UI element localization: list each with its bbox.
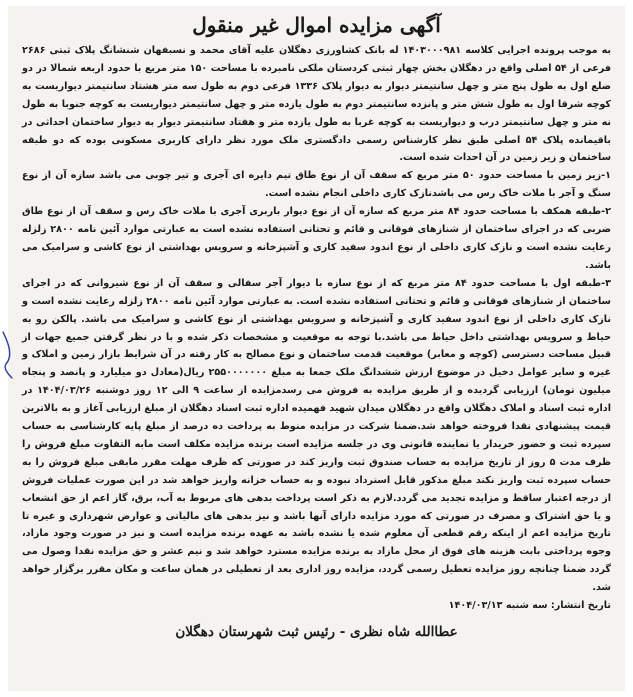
pen-stroke-mark bbox=[0, 330, 16, 380]
notice-title: آگهی مزایده اموال غیر منقول bbox=[192, 13, 441, 37]
notice-paragraph-first-floor: ۳-طبقه اول با مساحت حدود ۸۴ متر مربع که از نوع سازه با دیوار آجر سفالی و سقف آن از نوع شیروانی که در اجرای ساختمان از شنازهای فوقانی و قائم و تحتانی استفاده نشده است. به عبارتی موارد آئین نامه ۲۸۰۰ زلزله رعایت نشده است و نازک کاری داخلی از نوع اندود سفید کاری و آشپزخانه و سرویس بهداشتی از نوع کاشی و سرامیک می باشد. پالکن رو به حیاط و سرویس بهداشتی داخل حیاط می باشد.با توجه به موقعیت و مشخصات ذکر شده و با در نظر گرفتن جمیع جهات از قبیل مساحت دسترسی (کوچه و معابر) موقعیت قدمت ساختمان و نوع مصالح به کار رفته در آن شرایط بازار زمین و املاک و غیره و سایر عوامل دخیل در موضوع ارزش ششدانگ ملک جمعا به مبلغ ۲۵۵۰۰۰۰۰۰۰ ریال(معادل دو میلیارد و پانصد و پنجاه میلیون تومان) ارزیابی گردیده و از طریق مزایده به فروش می رسدمزایده از ساعت ۹ الی ۱۲ روز دوشنبه ۱۴۰۴/۰۳/۲۶ در اداره ثبت اسناد و املاک دهگلان واقع در دهگلان میدان شهید فهمیده اداره ثبت اسناد دهگلان از مبلغ ارزیابی آغاز و به بالاترین قیمت پیشنهادی نقدا فروخته خواهد شد.ضمنا شرکت در مزایده منوط به پرداخت ده درصد از مبلغ پایه کارشناسی به حساب سپرده ثبت و حضور خریدار یا نماینده قانونی وی در جلسه مزایده است برنده مزایده مکلف است مابه التفاوت مبلغ فروش را ظرف مدت ۵ روز از تاریخ مزایده به حساب صندوق ثبت واریز کند در صورتی که ظرف مهلت مقرر مابقی مبلغ فروش را به حساب سپرده ثبت واریز نکند مبلغ مذکور قابل استرداد نبوده و به حساب خزانه واریز خواهد شد در این صورت عملیات فروش از درجه اعتبار ساقط و مزایده تجدید می گردد.لازم به ذکر است پرداخت بدهی های مربوط به آب، برق، گاز اعم از حق انشعاب و یا حق اشتراک و مصرف در صورتی که مورد مزایده دارای آنها باشد و نیز بدهی های مالیاتی و عوارض شهرداری و غیره تا تاریخ مزایده اعم از اینکه رقم قطعی آن معلوم شده یا نشده باشد به عهده برنده مزایده است و نیز در صورت وجود مازاد، وجوه پرداختی بابت هزینه های فوق از محل مازاد به برنده مزایده مسترد خواهد شد و نیم عشر و حق مزایده نقدا وصول می گردد ضمنا چنانچه روز مزایده تعطیل رسمی گردد، مزایده روز اداری بعد از تعطیلی در همان ساعت و مکان مقرر برگزار خواهد شد. bbox=[22, 277, 611, 594]
notice-paragraph-basement: ۱-زیر زمین با مساحت حدود ۵۰ متر مربع که سقف آن از نوع طاق تیم دایره ای آجری و تیر چوبی می باشد سازه آن از نوع سنگ و آجر با ملات خاک رس می باشدنازک کاری داخلی انجام نشده است. bbox=[22, 170, 611, 200]
notice-paragraph-intro: به موجب پرونده اجرایی کلاسه ۱۴۰۳۰۰۰۹۸۱ له بانک کشاورزی دهگلان علیه آقای محمد و نسبفهان شنشانگ پلاک ثبتی ۲۶۸۶ فرعی از ۵۴ اصلی واقع در دهگلان بخش چهار ثبتی کردستان ملکی نامبرده با مساحت ۱۵۰ متر مربع با حدود اربعه شمالا در دو ضلع اول به طول پنج متر و چهل سانتیمتر دیوار به دیوار پلاک ۱۳۳۶ فرعی دوم به طول سه متر هشتاد سانتیمتر دیواریست به کوچه شرقا اول به طول شش متر و پانزده سانتیمتر دوم به طول یازده متر و چهل سانتیمتر دیواریست به کوچه جنوبا به طول نه متر و چهل سانتیمتر درب و دیواریست به کوچه غربا به طول یازده متر و هفتاد سانتیمتر دیوار به دیوار ساختمان احداثی در باقیمانده پلاک ۵۴ اصلی طبق نظر کارشناس رسمی دادگستری ملک مورد نظر دارای کاربری مسکونی بوده که دو طبقه ساختمان و زیر زمین در آن احداث شده است. bbox=[22, 45, 612, 164]
signature-line: عطاالله شاه نظری - رئیس ثبت شهرستان دهگلان bbox=[175, 624, 458, 640]
notice-paragraph-ground-floor: ۲-طبقه همکف با مساحت حدود ۸۴ متر مربع که سازه آن از نوع دیوار باربری آجری با ملات خاک رس و سقف آن از نوع طاق ضربی که در اجرای ساختمان از شنازهای فوقانی و قائم و تحتانی استفاده نشده است به عبارتی موارد آئین نامه ۲۸۰۰ زلزله رعایت نشده است و نازک کاری داخلی از نوع اندود سفید کاری و آشپزخانه و سرویس بهداشتی از نوع کاشی و سرامیک می باشد. bbox=[22, 206, 612, 271]
publish-date: تاریخ انتشار: سه شنبه ۱۴۰۴/۰۳/۱۳ bbox=[448, 600, 611, 612]
auction-notice bbox=[8, 6, 625, 691]
